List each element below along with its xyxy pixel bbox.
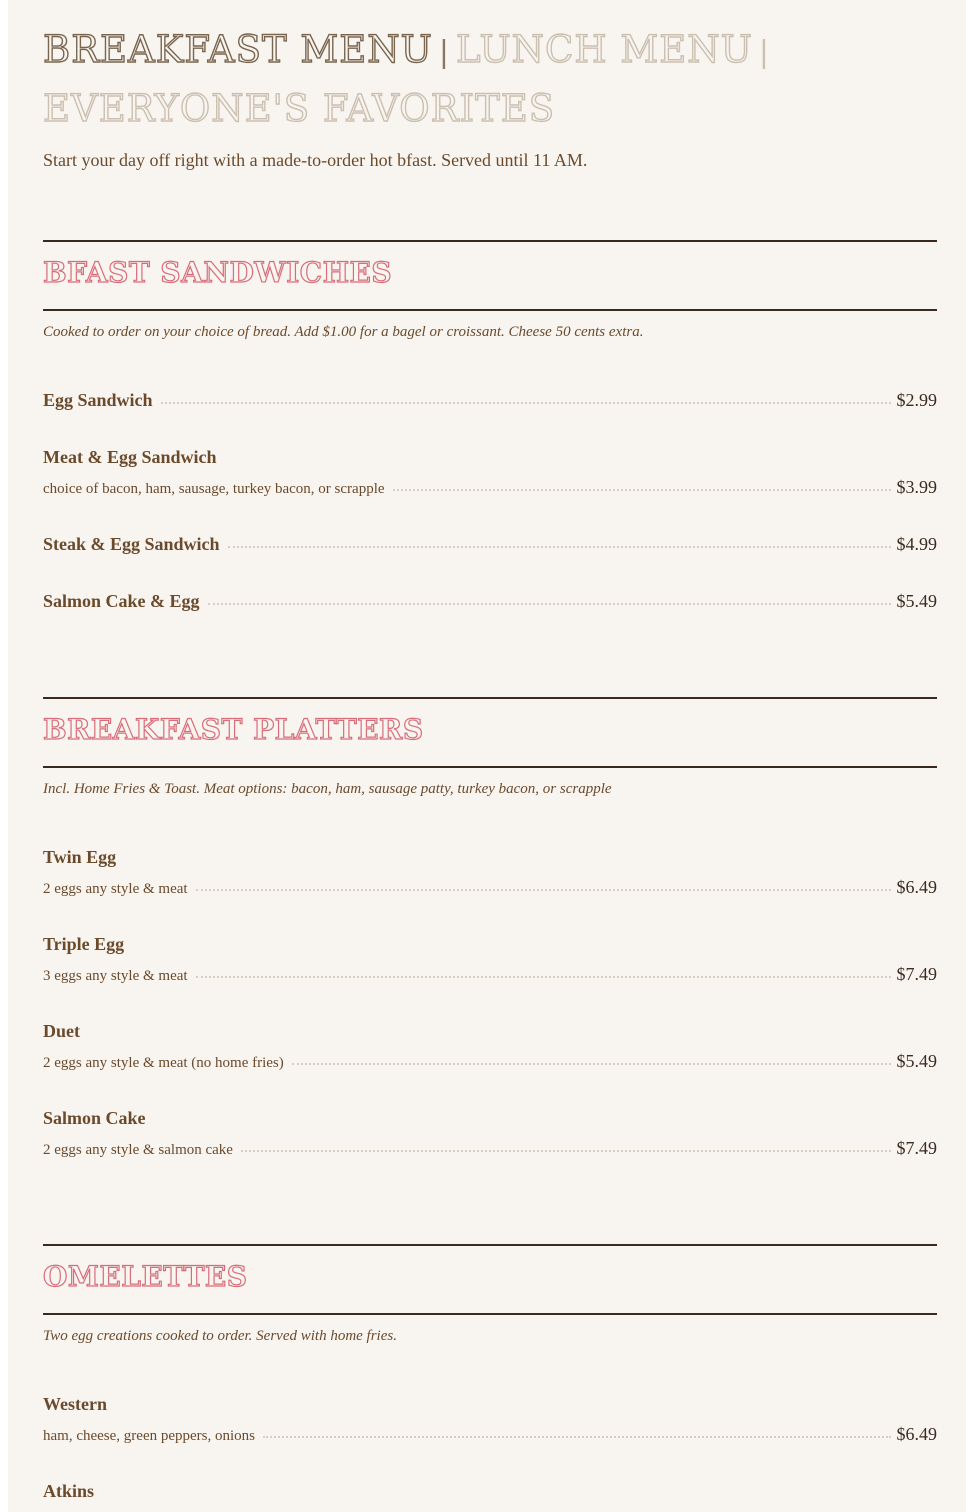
dot-leader <box>196 975 891 978</box>
menu-item[interactable] <box>43 847 937 897</box>
dot-leader <box>161 401 891 404</box>
tab-lunch-menu[interactable]: LUNCH MENU <box>455 28 753 71</box>
item-price: $6.49 <box>896 877 937 897</box>
menu-item[interactable] <box>43 534 937 555</box>
section-top-rule <box>43 240 937 242</box>
tab-everyones-favorites[interactable]: EVERYONE'S FAVORITES <box>43 87 556 130</box>
menu-item[interactable] <box>43 1394 937 1444</box>
item-price: $7.49 <box>896 1138 937 1158</box>
item-description: ham, cheese, green peppers, onions <box>43 1428 256 1444</box>
menu-item[interactable] <box>43 934 937 984</box>
dot-leader <box>292 1062 891 1065</box>
item-name: Steak & Egg Sandwich <box>43 534 220 554</box>
item-price: $5.49 <box>896 591 937 611</box>
tab-breakfast-menu[interactable]: BREAKFAST MENU <box>43 28 433 71</box>
section-top-rule <box>43 1244 937 1246</box>
item-price: $7.49 <box>896 964 937 984</box>
item-description: 3 eggs any style & meat <box>43 968 188 984</box>
item-name: Egg Sandwich <box>43 390 153 410</box>
dot-leader <box>228 545 891 548</box>
menu-item[interactable] <box>43 591 937 612</box>
item-name: Duet <box>43 1021 80 1041</box>
tab-separator: | <box>758 35 770 70</box>
item-name: Western <box>43 1394 107 1414</box>
menu-page <box>8 0 966 1512</box>
item-description: 2 eggs any style & salmon cake <box>43 1142 233 1158</box>
menu-item[interactable] <box>43 1108 937 1158</box>
item-description: choice of bacon, ham, sausage, turkey bacon, or scrapple <box>43 481 385 497</box>
section-title: BREAKFAST PLATTERS <box>43 713 424 746</box>
item-name: Triple Egg <box>43 934 125 954</box>
section-note: Two egg creations cooked to order. Served with home fries. <box>43 1328 397 1344</box>
section-top-rule <box>43 697 937 699</box>
menu-tabs <box>43 22 937 137</box>
item-description: 2 eggs any style & meat <box>43 881 188 897</box>
item-name: Salmon Cake & Egg <box>43 591 200 611</box>
section-title: OMELETTES <box>43 1260 248 1293</box>
section-bottom-rule <box>43 309 937 311</box>
dot-leader <box>208 602 891 605</box>
menu-item[interactable] <box>43 1481 937 1502</box>
menu-item[interactable] <box>43 390 937 411</box>
dot-leader <box>241 1149 891 1152</box>
menu-item[interactable] <box>43 1021 937 1071</box>
item-name: Twin Egg <box>43 847 117 867</box>
section-bottom-rule <box>43 766 937 768</box>
item-price: $6.49 <box>896 1424 937 1444</box>
item-name: Atkins <box>43 1481 95 1501</box>
dot-leader <box>263 1435 890 1438</box>
item-price: $4.99 <box>896 534 937 554</box>
section-note: Incl. Home Fries & Toast. Meat options: bacon, ham, sausage patty, turkey bacon, or scrapple <box>43 781 612 797</box>
dot-leader <box>196 888 891 891</box>
item-price: $2.99 <box>896 390 937 410</box>
item-description: 2 eggs any style & meat (no home fries) <box>43 1055 284 1071</box>
menu-intro: Start your day off right with a made-to-order hot bfast. Served until 11 AM. <box>43 150 588 170</box>
item-price: $3.99 <box>896 477 937 497</box>
item-price: $5.49 <box>896 1051 937 1071</box>
section-note: Cooked to order on your choice of bread. Add $1.00 for a bagel or croissant. Cheese 50 cents extra. <box>43 324 644 340</box>
menu-item[interactable] <box>43 447 937 497</box>
dot-leader <box>393 488 891 491</box>
section-title: BFAST SANDWICHES <box>43 256 393 289</box>
section-bottom-rule <box>43 1313 937 1315</box>
tab-separator: | <box>438 35 450 70</box>
item-name: Meat & Egg Sandwich <box>43 447 217 467</box>
item-name: Salmon Cake <box>43 1108 146 1128</box>
